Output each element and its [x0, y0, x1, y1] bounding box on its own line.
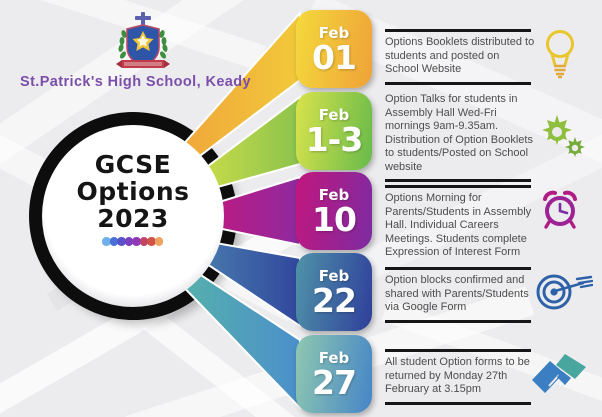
divider-rule — [385, 320, 531, 323]
date-badge-feb-22 — [296, 253, 372, 331]
date-badge-feb-10 — [296, 172, 372, 250]
target-icon — [533, 271, 593, 311]
gears-icon — [535, 109, 589, 165]
center-title-line1: GCSE — [94, 150, 172, 179]
divider-rule — [385, 179, 531, 182]
event-description-feb-01 — [385, 29, 535, 85]
badge-day: 01 — [312, 37, 356, 77]
event-text: All student Option forms to be returned by Monday 27th February at 3.15pm — [385, 356, 530, 395]
date-badge-feb-27 — [296, 335, 372, 413]
date-badge-feb-01 — [296, 10, 372, 88]
badge-month: Feb — [318, 348, 350, 367]
divider-rule — [385, 402, 531, 405]
badge-month: Feb — [318, 266, 350, 285]
center-title-line2: Options — [76, 177, 190, 206]
center-title-line3: 2023 — [97, 204, 169, 233]
badge-day: 10 — [312, 199, 356, 239]
event-text: Option blocks confirmed and shared with Parents/Students via Google Form — [385, 274, 529, 313]
badge-month: Feb — [318, 185, 350, 204]
divider-rule — [385, 82, 531, 85]
badge-day: 22 — [312, 280, 356, 320]
badge-month: Feb — [318, 23, 350, 42]
event-description-feb-1-3 — [385, 89, 535, 182]
badge-day: 27 — [312, 362, 356, 402]
divider-rule — [385, 349, 531, 352]
center-title — [43, 151, 223, 232]
divider-rule — [385, 29, 531, 32]
alarm-clock-icon — [541, 189, 579, 233]
handshake-icon — [529, 352, 589, 398]
event-description-feb-10 — [385, 185, 535, 265]
school-crest-icon — [114, 11, 172, 73]
date-badge-feb-1-3 — [296, 92, 372, 170]
event-text: Options Booklets distributed to students and posted on School Website — [385, 36, 535, 75]
lightbulb-icon — [541, 29, 579, 81]
event-description-feb-27 — [385, 349, 535, 405]
badge-day: 1-3 — [305, 119, 363, 159]
color-dots-decoration — [43, 237, 223, 246]
event-text: Option Talks for students in Assembly Hall Wed-Fri mornings 9am-9.35am. Distribution of Option Booklets to students/Posted on School website — [385, 93, 533, 173]
divider-rule — [385, 267, 531, 270]
badge-month: Feb — [318, 105, 350, 124]
divider-rule — [385, 185, 531, 188]
event-description-feb-22 — [385, 267, 535, 323]
school-name: St.Patrick's High School, Keady — [20, 74, 251, 90]
event-text: Options Morning for Parents/Students in Assembly Hall. Individual Careers Meetings. Students complete Expression of Interest Form — [385, 192, 532, 258]
